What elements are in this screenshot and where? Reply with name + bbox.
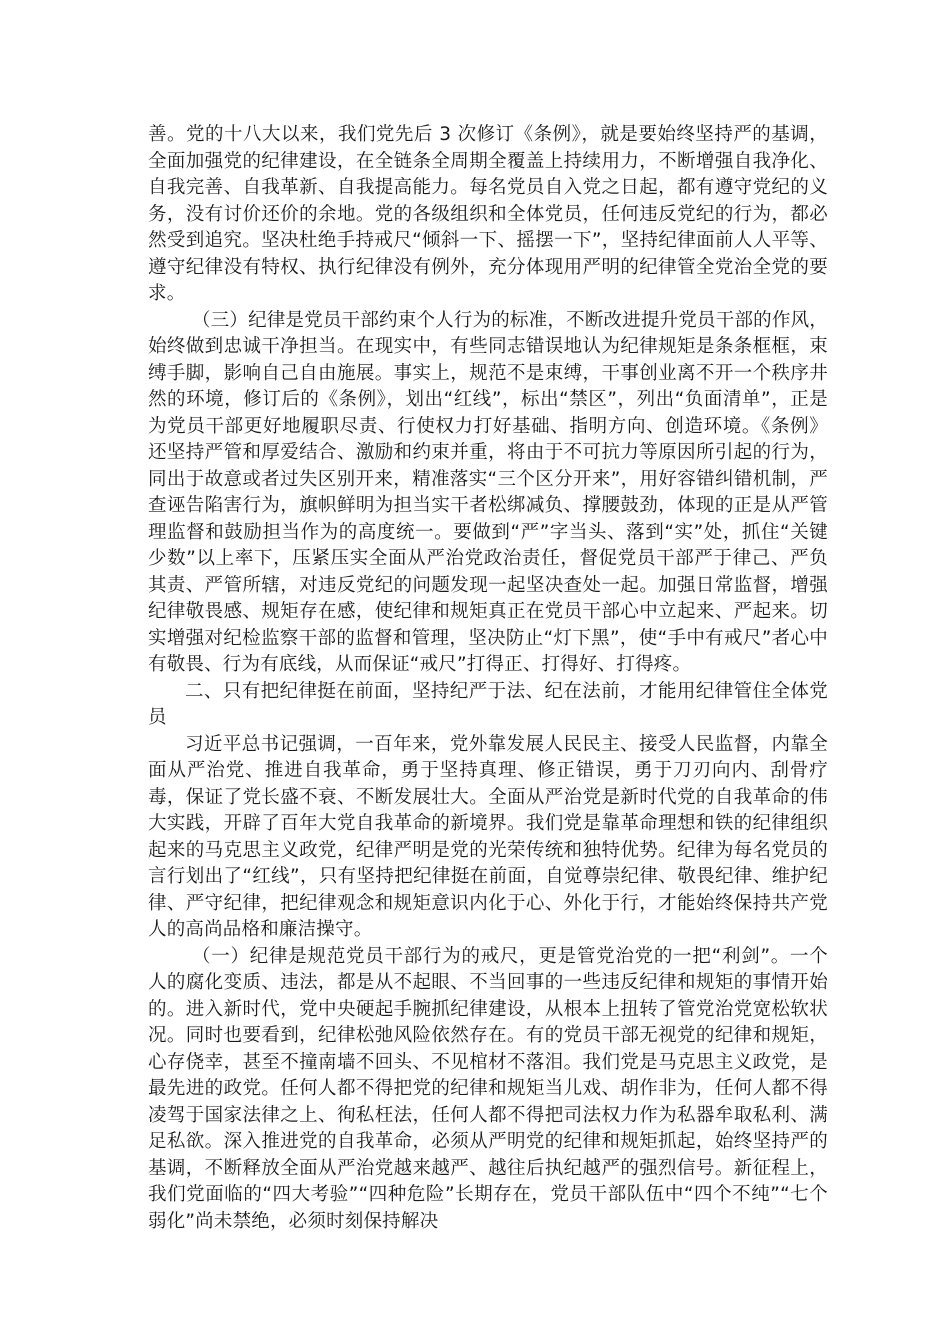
section-heading-two: 二、只有把纪律挺在前面，坚持纪严于法、纪在法前，才能用纪律管住全体党员 <box>148 680 828 728</box>
paragraph-continuation: 善。党的十八大以来，我们党先后 3 次修订《条例》，就是要始终坚持严的基调，全面加强党的纪律建设，在全链条全周期全覆盖上持续用力，不断增强自我净化、自我完善、自我革新、自我提高能力。每名党员自入党之日起，都有遵守党纪的义务，没有讨价还价的余地。党的各级组织和全体党员，任何违反党纪的行为，都必然受到追究。坚决杜绝手持戒尺“倾斜一下、摇摆一下”，坚持纪律面前人人平等、遵守纪律没有特权、执行纪律没有例外，充分体现用严明的纪律管全党治全党的要求。 <box>148 124 828 304</box>
paragraph-section-three: （三）纪律是党员干部约束个人行为的标准，不断改进提升党员干部的作风，始终做到忠诚干净担当。在现实中，有些同志错误地认为纪律规矩是条条框框，束缚手脚，影响自己自由施展。事实上，规范不是束缚，干事创业离不开一个秩序井然的环境，修订后的《条例》，划出“红线”，标出“禁区”，列出“负面清单”，正是为党员干部更好地履职尽责、行使权力打好基础、指明方向、创造环境。《条例》还坚持严管和厚爱结合、激励和约束并重，将由于不可抗力等原因所引起的行为，同出于故意或者过失区别开来，精准落实“三个区分开来”，用好容错纠错机制，严查诬告陷害行为，旗帜鲜明为担当实干者松绑减负、撑腰鼓劲，体现的正是从严管理监督和鼓励担当作为的高度统一。要做到“严”字当头、落到“实”处，抓住“关键少数”以上率下，压紧压实全面从严治党政治责任，督促党员干部严于律己、严负其责、严管所辖，对违反党纪的问题发现一起坚决查处一起。加强日常监督，增强纪律敬畏感、规矩存在感，使纪律和规矩真正在党员干部心中立起来、严起来。切实增强对纪检监察干部的监督和管理，坚决防止“灯下黑”，使“手中有戒尺”者心中有敬畏、行为有底线，从而保证“戒尺”打得正、打得好、打得疼。 <box>148 309 828 675</box>
paragraph-section-one: （一）纪律是规范党员干部行为的戒尺，更是管党治党的一把“利剑”。一个人的腐化变质、违法，都是从不起眼、不当回事的一些违反纪律和规矩的事情开始的。进入新时代，党中央硬起手腕抓纪律建设，从根本上扭转了管党治党宽松软状况。同时也要看到，纪律松弛风险依然存在。有的党员干部无视党的纪律和规矩，心存侥幸，甚至不撞南墙不回头、不见棺材不落泪。我们党是马克思主义政党，是最先进的政党。任何人都不得把党的纪律和规矩当儿戏、胡作非为，任何人都不得凌驾于国家法律之上、徇私枉法，任何人都不得把司法权力作为私器牟取私利、满足私欲。深入推进党的自我革命，必须从严明党的纪律和规矩抓起，始终坚持严的基调，不断释放全面从严治党越来越严、越往后执纪越严的强烈信号。新征程上，我们党面临的“四大考验”“四种危险”长期存在，党员干部队伍中“四个不纯”“七个弱化”尚未禁绝，必须时刻保持解决 <box>148 945 828 1232</box>
paragraph-xi-quote: 习近平总书记强调，一百年来，党外靠发展人民民主、接受人民监督，内靠全面从严治党、推进自我革命，勇于坚持真理、修正错误，勇于刀刃向内、刮骨疗毒，保证了党长盛不衰、不断发展壮大。全面从严治党是新时代党的自我革命的伟大实践，开辟了百年大党自我革命的新境界。我们党是靠革命理想和铁的纪律组织起来的马克思主义政党，纪律严明是党的光荣传统和独特优势。纪律为每名党员的言行划出了“红线”，只有坚持把纪律挺在前面，自觉尊崇纪律、敬畏纪律、维护纪律、严守纪律，把纪律观念和规矩意识内化于心、外化于行，才能始终保持共产党人的高尚品格和廉洁操守。 <box>148 733 828 940</box>
document-page <box>148 122 828 1235</box>
